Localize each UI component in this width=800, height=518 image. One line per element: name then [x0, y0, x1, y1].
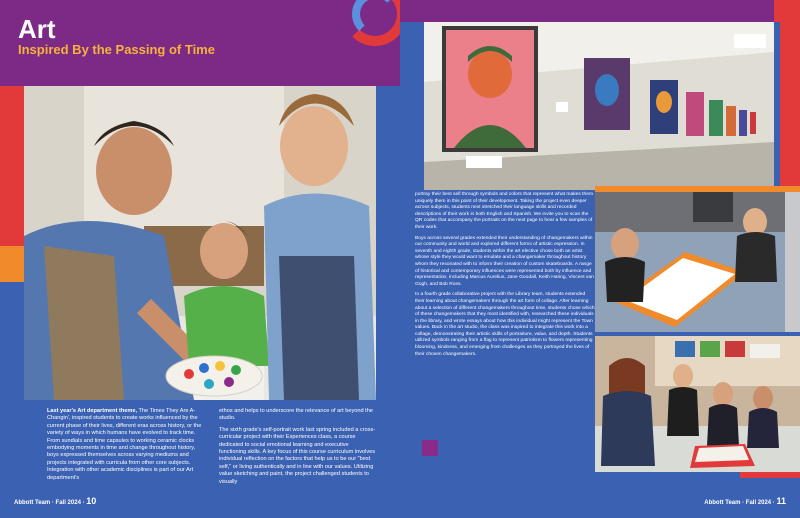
- paragraph: Boys across several grades extended their understanding of changemakers within our community and world and explored different forms of artistic expression. In seventh and eighth grade, students within the art elective chose both an artist whose style they would want to emulate and a changemaker throughout history whom they resonated with to inform their creation of custom skateboards. A range of historical and contemporary influences were represented both by influence and representation, including Marcus Aurelius, Jane Goodall, Keith Haring, Vincent van Gogh, and Bob Ross.: [415, 235, 594, 287]
- photo-teacher-and-students-painting: [24, 86, 376, 400]
- decorative-stripe: [774, 0, 800, 22]
- decorative-square: [422, 440, 438, 456]
- photo-classroom-collage: [595, 336, 800, 472]
- footer-publication: Abbott Team · Fall 2024 ·: [14, 500, 85, 506]
- footer-left: [14, 496, 96, 506]
- page-title: Art: [18, 14, 56, 44]
- paragraph: portray their best self through symbols and colors that represent what makes them uniquely them in this point of their development. Taking the project even deeper across subjects, students next stretched their language skills and recorded descriptions of their work in both English and Spanish. We invite you to scan the QR codes that accompany the portraits on the next page to hear a few samples of their work.: [415, 192, 594, 230]
- photo-students-skateboards: [595, 192, 800, 332]
- side-stripe-orange: [0, 246, 24, 282]
- paragraph: [47, 408, 205, 482]
- page-subtitle: Inspired By the Passing of Time: [18, 42, 215, 57]
- paragraph: In a fourth grade collaborative project with the Library team, students extended their learning about changemakers through the art form of collage. After learning about a selection of different changemakers throughout time, students chose which of these changemakers that they most identified with, researched these individuals in the library, and wrote essays about how this individual might represent the Town values. Back in the art studio, the class was inspired to integrate this work into a collage, demonstrating their artistic skills of portraiture, value, and depth. Students utilized symbols ranging from a flag to represent patriotism to flowers representing blooming, kindness, and emerging from challenges as they portrayed the lives of their chosen changemakers.: [415, 292, 595, 357]
- article-body-right: [415, 192, 595, 446]
- decorative-stripe-bottom: [740, 472, 800, 478]
- right-page: [400, 0, 800, 518]
- photo-hallway-portraits: [424, 22, 774, 190]
- footer-publication: Abbott Team · Fall 2024 ·: [704, 500, 775, 506]
- page-number: 10: [86, 496, 97, 506]
- paragraph-lead: Last year's Art department theme,: [47, 408, 138, 414]
- paragraph-text: The Times They Are A-Changin', inspired students to create works influenced by the current phase of their lives, different eras across history, or the variety of ways in which humans have evolved to track time. From sundials and time capsules to working ceramic clocks embodying moments in time and change throughout history, boys expressed themselves across varying mediums and projects integrated with curricula from other core subjects. Integration with other academic disciplines is part of our Art department's: [47, 408, 202, 481]
- article-body-left: [47, 408, 377, 492]
- footer-right: [704, 496, 786, 506]
- paragraph: The sixth grade's self-portrait work last spring included a cross-curricular project with their Experiences class, a course dedicated to social emotional learning and executive functioning skills. A key focus of this course curriculum involves individual reflection on the factors that help us to be our "best self," or living authentically and in line with our values. Utilizing value sketching and paint, the project challenged students to visually: [219, 426, 376, 485]
- header-banner-right: [400, 0, 800, 22]
- page-number: 11: [776, 496, 786, 506]
- side-stripe-red: [0, 86, 24, 246]
- paragraph: ethos and helps to underscore the relevance of art beyond the studio.: [219, 408, 373, 422]
